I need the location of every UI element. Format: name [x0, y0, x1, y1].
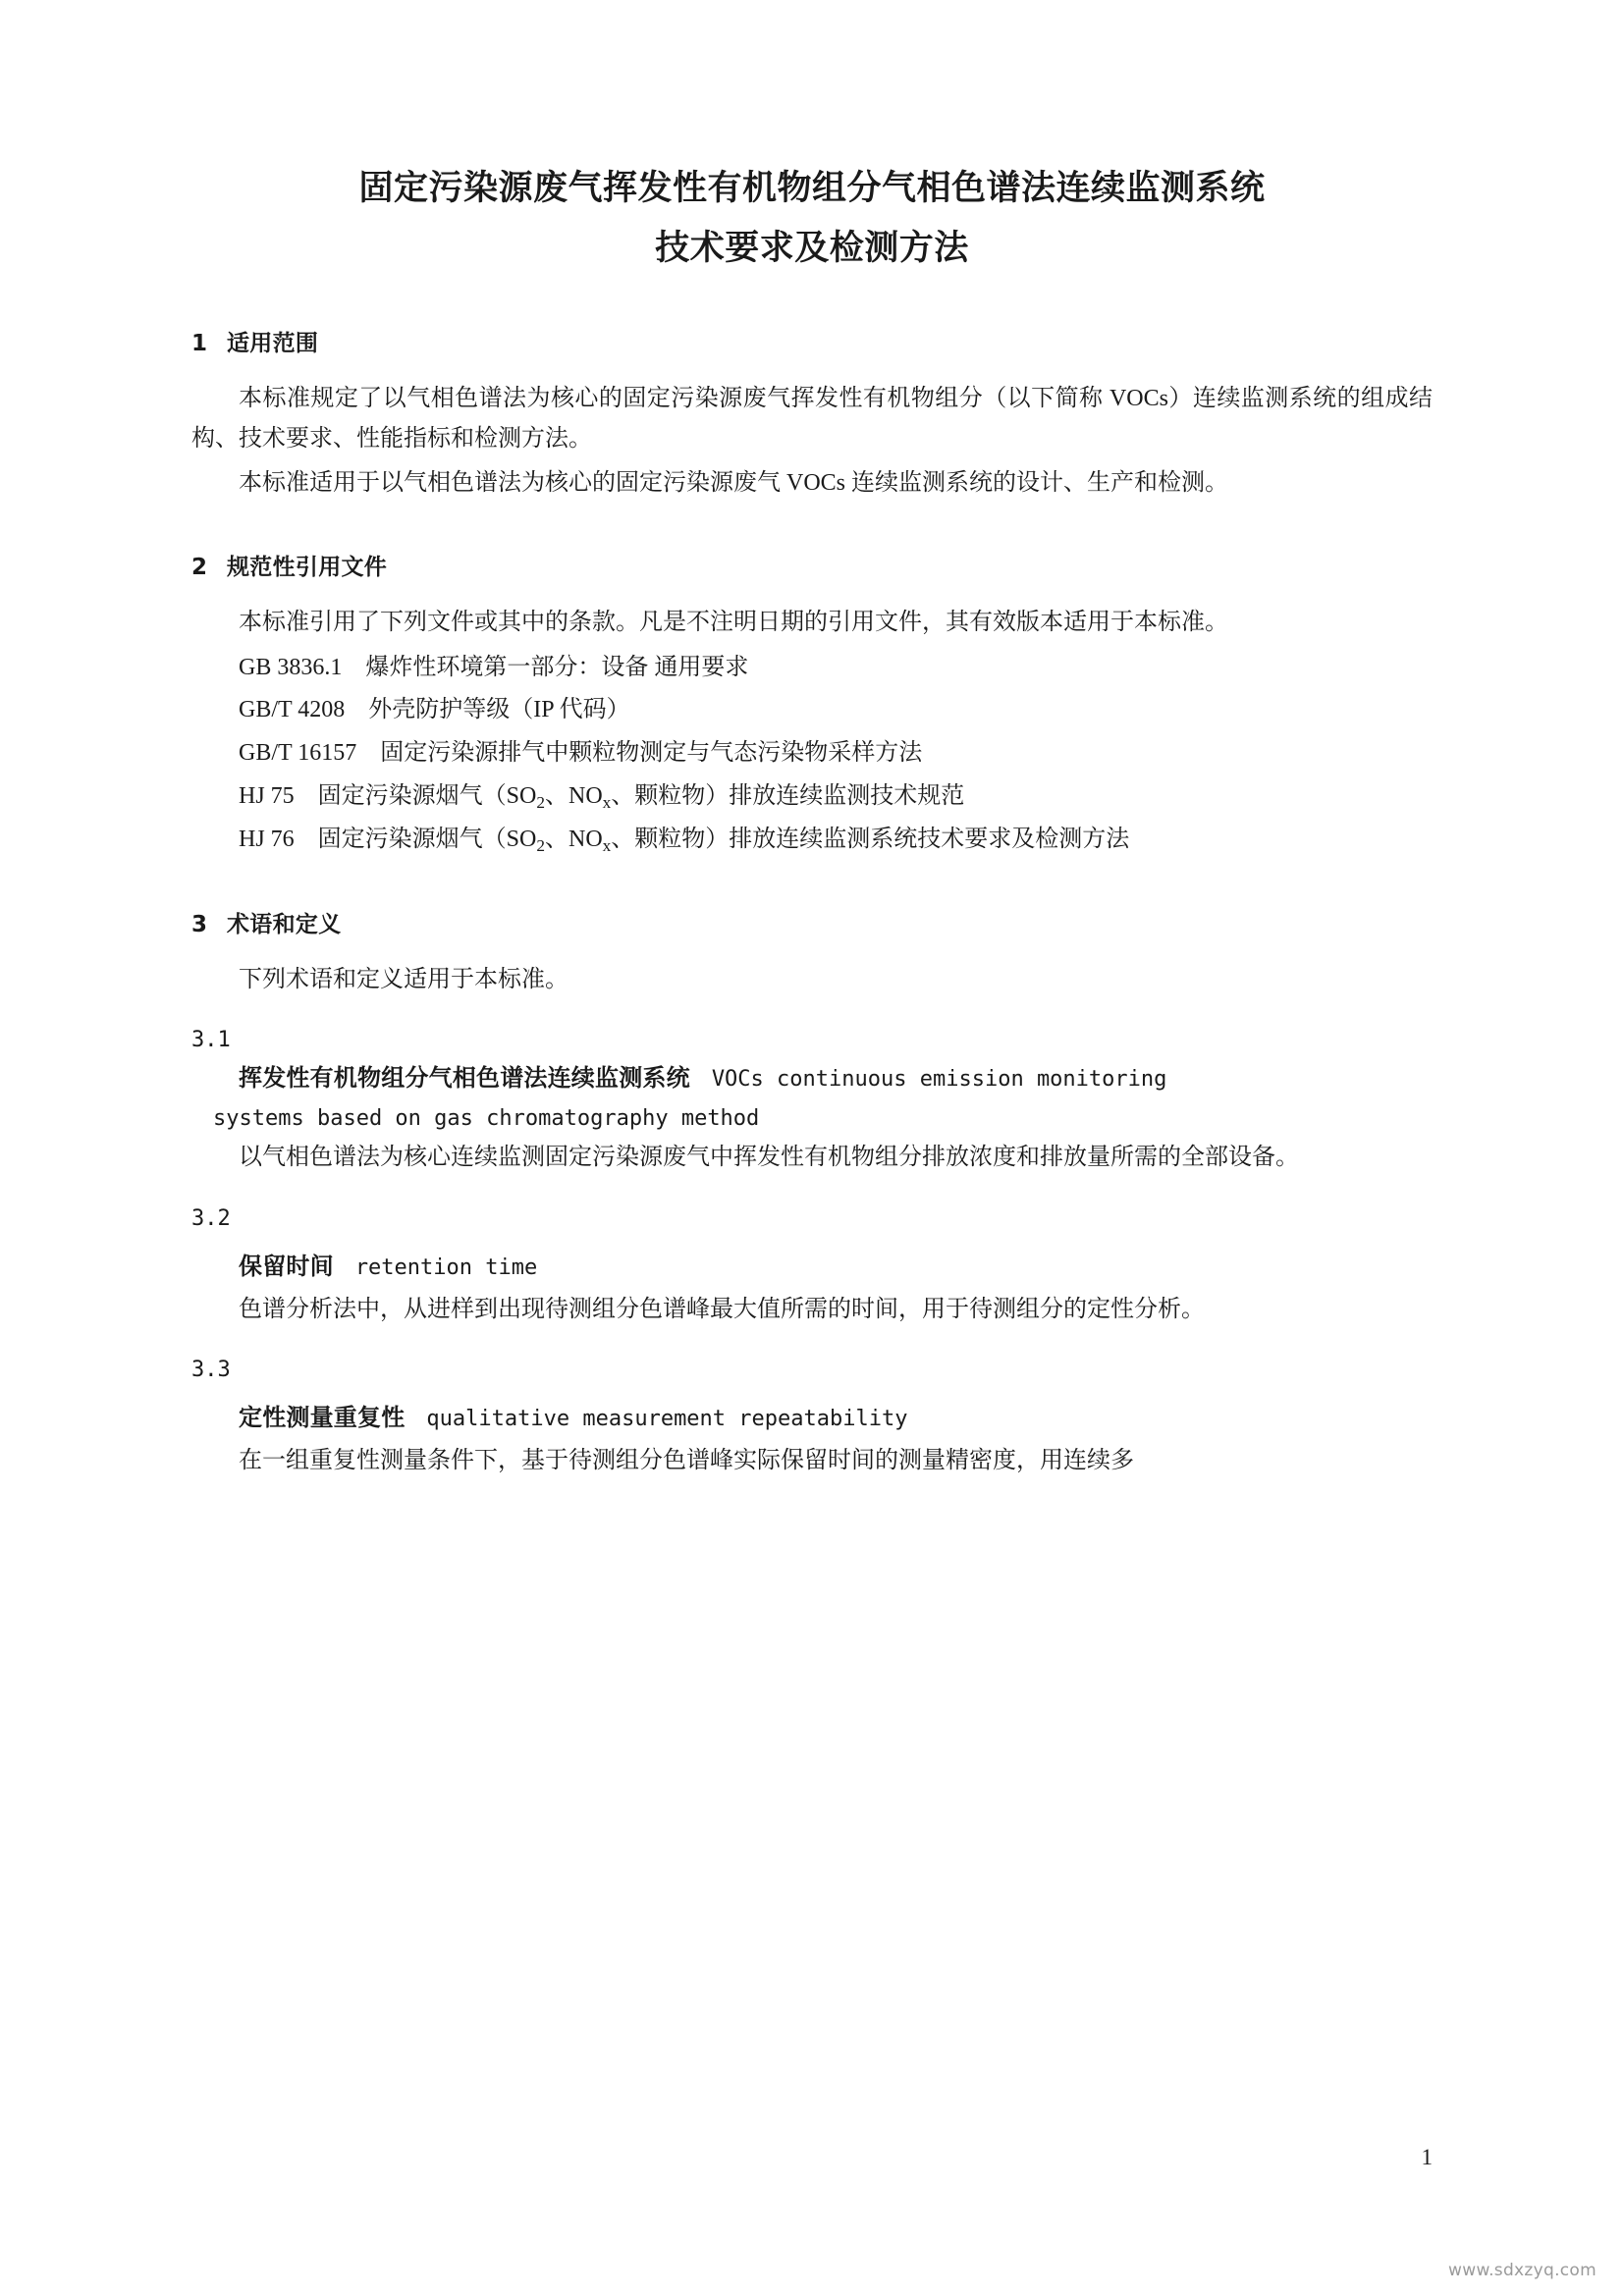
- section-1-paragraph-2: 本标准适用于以气相色谱法为核心的固定污染源废气 VOCs 连续监测系统的设计、生产和检测。: [239, 470, 1229, 497]
- section-title-2: 规范性引用文件: [227, 555, 388, 581]
- clause-term-cn-3-2: 保留时间: [239, 1252, 334, 1280]
- title-line-1: 固定污染源废气挥发性有机物组分气相色谱法连续监测系统: [358, 169, 1266, 208]
- clause-term-en-3-1: VOCs continuous emission monitoring: [689, 1066, 1167, 1092]
- section-3-paragraph-1: 下列术语和定义适用于本标准。: [239, 966, 568, 992]
- section-number-2: 2: [191, 555, 208, 581]
- clause-term-3-1: [191, 1058, 1433, 1099]
- section-number-1: 1: [191, 330, 208, 356]
- spacer: [191, 1388, 1433, 1398]
- section-number-3: 3: [191, 911, 208, 937]
- clause-number-3-1: 3.1: [191, 1027, 231, 1052]
- title-line-2: 技术要求及检测方法: [655, 229, 969, 269]
- clause-definition-3-3: 在一组重复性测量条件下，基于待测组分色谱峰实际保留时间的测量精密度，用连续多: [239, 1448, 1134, 1474]
- clause-term-en-3-2: retention time: [333, 1255, 538, 1280]
- clause-number-3-3: 3.3: [191, 1358, 231, 1383]
- clause-term-en-cont-3-1: systems based on gas chromatography method: [191, 1106, 760, 1132]
- clause-term-cn-3-3: 定性测量重复性: [239, 1404, 406, 1432]
- clause-term-3-3: [191, 1398, 1433, 1439]
- section-title-3: 术语和定义: [227, 911, 342, 937]
- section-title-1: 适用范围: [227, 330, 319, 356]
- clause-definition-3-2: 色谱分析法中，从进样到出现待测组分色谱峰最大值所需的时间，用于待测组分的定性分析。: [239, 1296, 1205, 1322]
- reference-item: HJ 75 固定污染源烟气（$SO_2$、$NO_x$、颗粒物）排放连续监测技术规范: [239, 782, 965, 812]
- normative-references-list: [191, 648, 1433, 861]
- reference-item: GB/T 16157 固定污染源排气中颗粒物测定与气态污染物采样方法: [239, 740, 923, 767]
- section-1-paragraph-1: 本标准规定了以气相色谱法为核心的固定污染源废气挥发性有机物组分（以下简称 VOCs）连续监测系统的组成结构、技术要求、性能指标和检测方法。: [191, 385, 1433, 452]
- section-2-paragraph-1: 本标准引用了下列文件或其中的条款。凡是不注明日期的引用文件，其有效版本适用于本标准。: [239, 610, 1228, 636]
- clause-term-en-3-3: qualitative measurement repeatability: [405, 1407, 908, 1432]
- reference-item: HJ 76 固定污染源烟气（$SO_2$、$NO_x$、颗粒物）排放连续监测系统技术要求及检测方法: [239, 826, 1130, 855]
- clause-number-3-2: 3.2: [191, 1205, 231, 1231]
- reference-item: GB 3836.1 爆炸性环境第一部分：设备 通用要求: [239, 654, 749, 680]
- watermark: www.sdxzyq.com: [1448, 2261, 1597, 2280]
- page-title: [191, 147, 1433, 280]
- section-heading-3: [191, 906, 1433, 938]
- page-number: 1: [1421, 2145, 1433, 2169]
- section-heading-1: [191, 325, 1433, 357]
- spacer: [191, 1237, 1433, 1247]
- section-heading-2: [191, 549, 1433, 581]
- clause-definition-3-1: 以气相色谱法为核心连续监测固定污染源废气中挥发性有机物组分排放浓度和排放量所需的全部设备。: [239, 1145, 1299, 1171]
- reference-item: GB/T 4208 外壳防护等级（IP 代码）: [239, 697, 630, 723]
- clause-term-3-2: [191, 1247, 1433, 1288]
- clause-term-cn-3-1: 挥发性有机物组分气相色谱法连续监测系统: [239, 1063, 690, 1092]
